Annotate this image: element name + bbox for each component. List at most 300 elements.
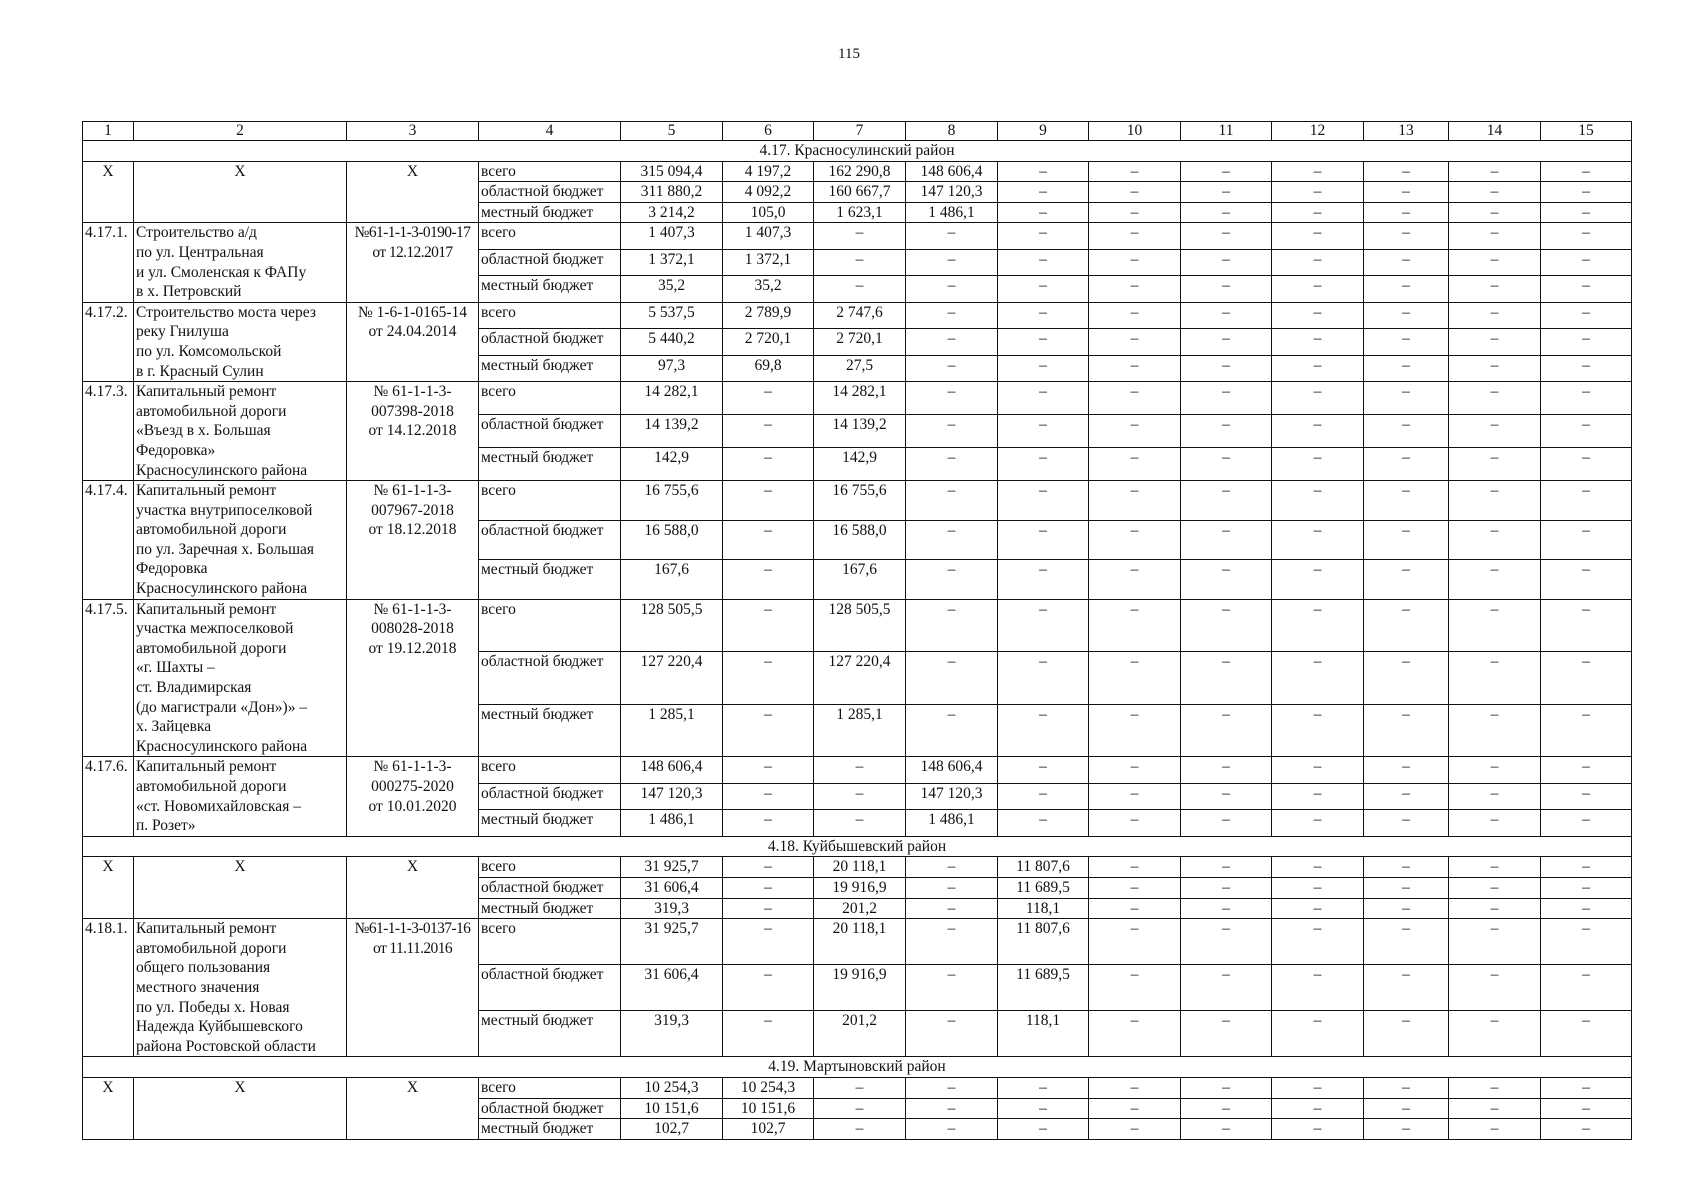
amount-cell: –	[1541, 302, 1632, 328]
amount-cell: –	[998, 1077, 1089, 1098]
amount-cell: –	[1364, 329, 1449, 355]
amount-cell: –	[906, 223, 998, 249]
amount-cell: 1 285,1	[814, 704, 906, 757]
section-title: 4.19. Мартыновский район	[83, 1057, 1632, 1078]
amount-cell: –	[1181, 329, 1272, 355]
amount-cell: –	[1364, 877, 1449, 898]
amount-cell: –	[906, 1011, 998, 1057]
amount-cell: –	[1541, 560, 1632, 600]
item-number: X	[83, 857, 134, 919]
amount-cell: 1 372,1	[621, 249, 723, 275]
amount-cell: –	[906, 520, 998, 560]
amount-cell: 148 606,4	[906, 757, 998, 783]
amount-cell: –	[998, 520, 1089, 560]
amount-cell: 19 916,9	[814, 877, 906, 898]
amount-cell: –	[1364, 415, 1449, 448]
amount-cell: –	[998, 382, 1089, 415]
amount-cell: –	[1364, 783, 1449, 809]
amount-cell: –	[906, 448, 998, 481]
amount-cell: –	[1449, 599, 1541, 652]
funding-source: местный бюджет	[479, 355, 621, 381]
amount-cell: –	[998, 783, 1089, 809]
amount-cell: –	[1272, 202, 1364, 223]
amount-cell: 127 220,4	[621, 652, 723, 705]
amount-cell: –	[1541, 810, 1632, 836]
amount-cell: –	[1181, 520, 1272, 560]
funding-source: всего	[479, 481, 621, 521]
column-header: 8	[906, 122, 998, 141]
amount-cell: –	[1541, 877, 1632, 898]
amount-cell: –	[814, 757, 906, 783]
amount-cell: –	[1541, 652, 1632, 705]
amount-cell: –	[1181, 161, 1272, 182]
amount-cell: –	[1181, 202, 1272, 223]
column-header: 2	[134, 122, 347, 141]
amount-cell: –	[1272, 161, 1364, 182]
amount-cell: –	[1449, 857, 1541, 878]
item-name: Капитальный ремонт участка межпоселковой автомобильной дороги «г. Шахты – ст. Владимирская (до магистрали «Дон»)» – х. Зайцевка Красносулинского района	[134, 599, 347, 757]
section-header-row	[83, 141, 1632, 162]
amount-cell: –	[1449, 898, 1541, 919]
amount-cell: –	[1089, 1011, 1181, 1057]
amount-cell: –	[1449, 202, 1541, 223]
amount-cell: –	[723, 481, 814, 521]
amount-cell: –	[1541, 382, 1632, 415]
item-name: Капитальный ремонт участка внутрипоселковой автомобильной дороги по ул. Заречная х. Большая Федоровка Красносулинского района	[134, 481, 347, 600]
amount-cell: –	[1364, 249, 1449, 275]
amount-cell: –	[1272, 857, 1364, 878]
amount-cell: –	[998, 599, 1089, 652]
amount-cell: –	[1541, 1011, 1632, 1057]
project-row	[83, 757, 1632, 783]
amount-cell: 118,1	[998, 898, 1089, 919]
amount-cell: –	[1364, 1098, 1449, 1119]
amount-cell: –	[723, 652, 814, 705]
amount-cell: –	[1449, 1119, 1541, 1140]
amount-cell: –	[1449, 223, 1541, 249]
document-reference: № 61-1-1-3- 007398-2018 от 14.12.2018	[347, 382, 479, 481]
amount-cell: –	[1541, 1077, 1632, 1098]
amount-cell: 16 588,0	[814, 520, 906, 560]
amount-cell: –	[1449, 520, 1541, 560]
amount-cell: –	[1272, 276, 1364, 302]
amount-cell: 16 755,6	[814, 481, 906, 521]
amount-cell: –	[906, 965, 998, 1011]
amount-cell: –	[1449, 302, 1541, 328]
project-row	[83, 919, 1632, 965]
amount-cell: –	[1364, 560, 1449, 600]
column-header: 14	[1449, 122, 1541, 141]
amount-cell: –	[1272, 1011, 1364, 1057]
amount-cell: –	[1181, 877, 1272, 898]
funding-source: всего	[479, 857, 621, 878]
amount-cell: –	[1272, 182, 1364, 203]
amount-cell: –	[998, 302, 1089, 328]
project-row	[83, 481, 1632, 521]
amount-cell: –	[1181, 182, 1272, 203]
amount-cell: –	[1449, 1011, 1541, 1057]
amount-cell: –	[1541, 182, 1632, 203]
amount-cell: –	[814, 783, 906, 809]
amount-cell: –	[1089, 382, 1181, 415]
amount-cell: –	[1449, 1098, 1541, 1119]
amount-cell: –	[1364, 965, 1449, 1011]
amount-cell: –	[1089, 652, 1181, 705]
funding-source: всего	[479, 223, 621, 249]
amount-cell: 97,3	[621, 355, 723, 381]
amount-cell: 31 606,4	[621, 965, 723, 1011]
amount-cell: –	[1541, 448, 1632, 481]
amount-cell: 10 151,6	[621, 1098, 723, 1119]
amount-cell: 1 486,1	[621, 810, 723, 836]
amount-cell: –	[998, 415, 1089, 448]
item-name: X	[134, 857, 347, 919]
amount-cell: 11 689,5	[998, 965, 1089, 1011]
amount-cell: –	[1364, 382, 1449, 415]
section-title: 4.18. Куйбышевский район	[83, 836, 1632, 857]
column-header: 9	[998, 122, 1089, 141]
column-header: 15	[1541, 122, 1632, 141]
amount-cell: –	[1541, 919, 1632, 965]
amount-cell: –	[1272, 382, 1364, 415]
amount-cell: –	[998, 223, 1089, 249]
amount-cell: –	[1089, 448, 1181, 481]
document-reference: № 61-1-1-3- 007967-2018 от 18.12.2018	[347, 481, 479, 600]
funding-source: областной бюджет	[479, 965, 621, 1011]
amount-cell: –	[1089, 249, 1181, 275]
amount-cell: –	[1541, 1119, 1632, 1140]
amount-cell: –	[998, 1119, 1089, 1140]
amount-cell: –	[1181, 382, 1272, 415]
item-number: 4.17.4.	[83, 481, 134, 600]
amount-cell: 2 720,1	[723, 329, 814, 355]
amount-cell: 11 807,6	[998, 919, 1089, 965]
amount-cell: –	[1089, 329, 1181, 355]
funding-source: местный бюджет	[479, 1011, 621, 1057]
item-number: 4.17.2.	[83, 302, 134, 381]
amount-cell: 11 807,6	[998, 857, 1089, 878]
funding-source: всего	[479, 1077, 621, 1098]
amount-cell: 4 092,2	[723, 182, 814, 203]
item-number: 4.17.6.	[83, 757, 134, 836]
amount-cell: –	[723, 448, 814, 481]
amount-cell: –	[1364, 810, 1449, 836]
amount-cell: –	[1364, 520, 1449, 560]
section-header-row	[83, 1057, 1632, 1078]
amount-cell: –	[1449, 810, 1541, 836]
project-row	[83, 1077, 1632, 1098]
amount-cell: –	[1272, 415, 1364, 448]
amount-cell: 319,3	[621, 898, 723, 919]
amount-cell: –	[906, 329, 998, 355]
amount-cell: –	[1089, 1119, 1181, 1140]
amount-cell: –	[1449, 965, 1541, 1011]
amount-cell: –	[1449, 919, 1541, 965]
amount-cell: –	[1181, 757, 1272, 783]
amount-cell: –	[1449, 704, 1541, 757]
amount-cell: –	[998, 249, 1089, 275]
amount-cell: –	[723, 965, 814, 1011]
amount-cell: –	[1541, 481, 1632, 521]
amount-cell: –	[1364, 448, 1449, 481]
amount-cell: –	[906, 898, 998, 919]
amount-cell: –	[1541, 329, 1632, 355]
amount-cell: –	[906, 415, 998, 448]
amount-cell: –	[723, 704, 814, 757]
amount-cell: –	[723, 415, 814, 448]
project-row	[83, 857, 1632, 878]
amount-cell: 31 606,4	[621, 877, 723, 898]
section-title: 4.17. Красносулинский район	[83, 141, 1632, 162]
amount-cell: 319,3	[621, 1011, 723, 1057]
amount-cell: 102,7	[723, 1119, 814, 1140]
amount-cell: –	[723, 919, 814, 965]
amount-cell: 147 120,3	[906, 182, 998, 203]
column-header: 4	[479, 122, 621, 141]
document-reference: № 61-1-1-3- 008028-2018 от 19.12.2018	[347, 599, 479, 757]
amount-cell: –	[723, 520, 814, 560]
amount-cell: –	[723, 898, 814, 919]
amount-cell: –	[998, 276, 1089, 302]
funding-source: всего	[479, 382, 621, 415]
amount-cell: –	[1364, 355, 1449, 381]
amount-cell: –	[1181, 599, 1272, 652]
amount-cell: –	[1089, 898, 1181, 919]
amount-cell: –	[1449, 182, 1541, 203]
amount-cell: –	[1089, 599, 1181, 652]
amount-cell: –	[1089, 161, 1181, 182]
amount-cell: –	[1272, 1119, 1364, 1140]
project-row	[83, 161, 1632, 182]
amount-cell: –	[1364, 599, 1449, 652]
amount-cell: –	[1364, 302, 1449, 328]
document-reference: X	[347, 857, 479, 919]
amount-cell: –	[906, 652, 998, 705]
item-name: X	[134, 161, 347, 223]
amount-cell: –	[1089, 1077, 1181, 1098]
amount-cell: –	[1541, 857, 1632, 878]
amount-cell: –	[1089, 223, 1181, 249]
amount-cell: 19 916,9	[814, 965, 906, 1011]
amount-cell: –	[814, 249, 906, 275]
amount-cell: –	[1272, 560, 1364, 600]
amount-cell: –	[1181, 1077, 1272, 1098]
column-header: 5	[621, 122, 723, 141]
amount-cell: 2 747,6	[814, 302, 906, 328]
budget-table	[82, 121, 1632, 1140]
amount-cell: –	[1449, 448, 1541, 481]
funding-source: областной бюджет	[479, 877, 621, 898]
amount-cell: –	[1541, 1098, 1632, 1119]
amount-cell: –	[1364, 481, 1449, 521]
funding-source: местный бюджет	[479, 810, 621, 836]
amount-cell: –	[1364, 1077, 1449, 1098]
amount-cell: 148 606,4	[906, 161, 998, 182]
amount-cell: –	[1272, 898, 1364, 919]
amount-cell: 1 407,3	[723, 223, 814, 249]
funding-source: местный бюджет	[479, 276, 621, 302]
amount-cell: –	[1272, 652, 1364, 705]
funding-source: областной бюджет	[479, 1098, 621, 1119]
amount-cell: –	[906, 249, 998, 275]
amount-cell: 160 667,7	[814, 182, 906, 203]
amount-cell: 128 505,5	[814, 599, 906, 652]
amount-cell: –	[1364, 182, 1449, 203]
amount-cell: –	[1181, 898, 1272, 919]
amount-cell: 1 372,1	[723, 249, 814, 275]
amount-cell: –	[1541, 415, 1632, 448]
column-header: 1	[83, 122, 134, 141]
funding-source: местный бюджет	[479, 560, 621, 600]
amount-cell: –	[723, 857, 814, 878]
amount-cell: –	[1089, 182, 1181, 203]
amount-cell: –	[1364, 161, 1449, 182]
amount-cell: –	[906, 481, 998, 521]
funding-source: всего	[479, 599, 621, 652]
amount-cell: –	[1541, 757, 1632, 783]
amount-cell: –	[1541, 223, 1632, 249]
amount-cell: –	[1272, 810, 1364, 836]
item-name: Строительство моста через реку Гнилуша по ул. Комсомольской в г. Красный Сулин	[134, 302, 347, 381]
amount-cell: 1 285,1	[621, 704, 723, 757]
amount-cell: 35,2	[621, 276, 723, 302]
amount-cell: –	[1449, 382, 1541, 415]
amount-cell: –	[1181, 560, 1272, 600]
column-header: 7	[814, 122, 906, 141]
amount-cell: 147 120,3	[621, 783, 723, 809]
amount-cell: –	[1089, 857, 1181, 878]
amount-cell: –	[1181, 1119, 1272, 1140]
document-reference: №61-1-1-3-0190-17 от 12.12.2017	[347, 223, 479, 302]
amount-cell: –	[1272, 877, 1364, 898]
column-header: 10	[1089, 122, 1181, 141]
amount-cell: –	[1449, 652, 1541, 705]
amount-cell: –	[1272, 249, 1364, 275]
funding-source: областной бюджет	[479, 783, 621, 809]
amount-cell: 148 606,4	[621, 757, 723, 783]
amount-cell: –	[906, 302, 998, 328]
amount-cell: 14 139,2	[814, 415, 906, 448]
amount-cell: 11 689,5	[998, 877, 1089, 898]
funding-source: всего	[479, 161, 621, 182]
amount-cell: –	[1541, 704, 1632, 757]
amount-cell: –	[723, 599, 814, 652]
item-name: Капитальный ремонт автомобильной дороги общего пользования местного значения по ул. Победы х. Новая Надежда Куйбышевского района Ростовской области	[134, 919, 347, 1057]
amount-cell: –	[1272, 302, 1364, 328]
amount-cell: –	[1272, 355, 1364, 381]
amount-cell: –	[1181, 276, 1272, 302]
funding-source: областной бюджет	[479, 520, 621, 560]
amount-cell: –	[1541, 520, 1632, 560]
amount-cell: –	[1272, 965, 1364, 1011]
amount-cell: 31 925,7	[621, 919, 723, 965]
amount-cell: –	[1089, 276, 1181, 302]
amount-cell: –	[1089, 355, 1181, 381]
funding-source: областной бюджет	[479, 329, 621, 355]
amount-cell: –	[1449, 481, 1541, 521]
amount-cell: 5 537,5	[621, 302, 723, 328]
amount-cell: 127 220,4	[814, 652, 906, 705]
amount-cell: –	[906, 919, 998, 965]
amount-cell: –	[1181, 223, 1272, 249]
amount-cell: –	[1089, 560, 1181, 600]
amount-cell: 147 120,3	[906, 783, 998, 809]
amount-cell: –	[1089, 877, 1181, 898]
amount-cell: 20 118,1	[814, 857, 906, 878]
amount-cell: –	[906, 1098, 998, 1119]
amount-cell: –	[1364, 919, 1449, 965]
amount-cell: 31 925,7	[621, 857, 723, 878]
amount-cell: –	[998, 560, 1089, 600]
column-header: 6	[723, 122, 814, 141]
amount-cell: 27,5	[814, 355, 906, 381]
amount-cell: 1 623,1	[814, 202, 906, 223]
amount-cell: –	[1272, 329, 1364, 355]
item-number: X	[83, 161, 134, 223]
amount-cell: –	[1541, 965, 1632, 1011]
amount-cell: –	[998, 202, 1089, 223]
amount-cell: –	[1449, 329, 1541, 355]
amount-cell: –	[1541, 276, 1632, 302]
amount-cell: –	[1364, 1119, 1449, 1140]
amount-cell: –	[1364, 202, 1449, 223]
amount-cell: –	[1181, 783, 1272, 809]
amount-cell: –	[906, 1119, 998, 1140]
item-number: X	[83, 1077, 134, 1139]
amount-cell: –	[1449, 355, 1541, 381]
amount-cell: –	[723, 783, 814, 809]
amount-cell: –	[1089, 302, 1181, 328]
amount-cell: –	[998, 757, 1089, 783]
page-number: 115	[838, 46, 860, 62]
amount-cell: –	[1089, 919, 1181, 965]
amount-cell: –	[814, 1119, 906, 1140]
amount-cell: –	[1272, 757, 1364, 783]
amount-cell: –	[1449, 249, 1541, 275]
item-number: 4.17.3.	[83, 382, 134, 481]
amount-cell: –	[1089, 965, 1181, 1011]
funding-source: областной бюджет	[479, 415, 621, 448]
amount-cell: –	[1449, 560, 1541, 600]
amount-cell: 69,8	[723, 355, 814, 381]
amount-cell: 35,2	[723, 276, 814, 302]
item-number: 4.18.1.	[83, 919, 134, 1057]
amount-cell: –	[1272, 599, 1364, 652]
amount-cell: –	[1272, 481, 1364, 521]
amount-cell: 1 486,1	[906, 810, 998, 836]
amount-cell: 167,6	[621, 560, 723, 600]
amount-cell: –	[814, 1077, 906, 1098]
amount-cell: –	[906, 355, 998, 381]
amount-cell: –	[1449, 877, 1541, 898]
amount-cell: –	[906, 877, 998, 898]
amount-cell: –	[1181, 652, 1272, 705]
amount-cell: –	[1364, 704, 1449, 757]
amount-cell: –	[1272, 448, 1364, 481]
amount-cell: –	[1089, 783, 1181, 809]
amount-cell: –	[906, 599, 998, 652]
amount-cell: –	[1181, 857, 1272, 878]
amount-cell: 167,6	[814, 560, 906, 600]
funding-source: всего	[479, 302, 621, 328]
amount-cell: 1 486,1	[906, 202, 998, 223]
amount-cell: –	[1449, 783, 1541, 809]
amount-cell: 311 880,2	[621, 182, 723, 203]
amount-cell: –	[998, 481, 1089, 521]
item-number: 4.17.1.	[83, 223, 134, 302]
amount-cell: –	[1364, 757, 1449, 783]
amount-cell: –	[998, 182, 1089, 203]
